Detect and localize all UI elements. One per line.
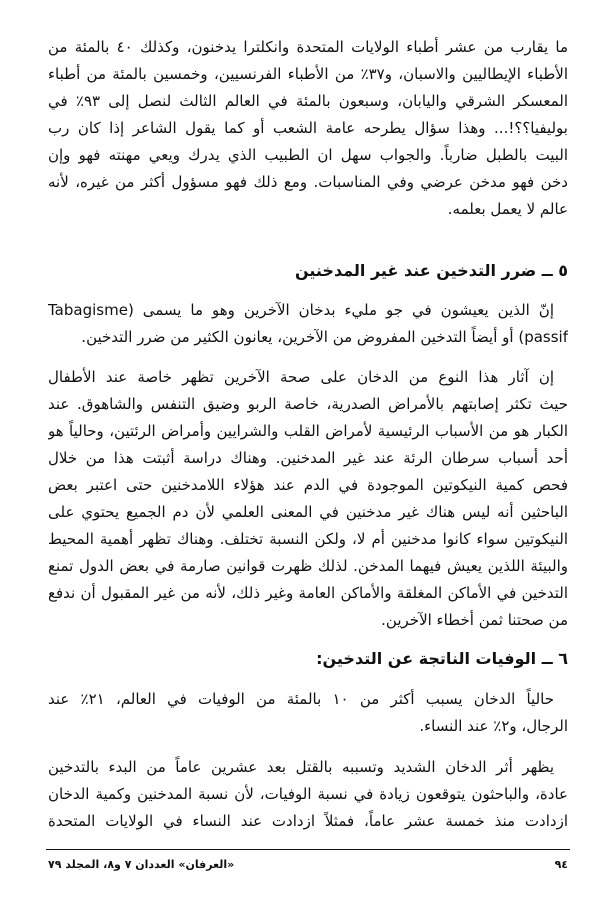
text-line: من صحتنا ثمن أخطاء الآخرين. <box>381 611 568 629</box>
text-line: إنّ الذين يعيشون في جو مليء بدخان الآخرين وهو ما يسمى (Tabagisme <box>48 301 554 319</box>
paragraph-1 <box>48 34 568 223</box>
page-footer <box>48 858 568 871</box>
page-number: ٩٤ <box>554 858 568 871</box>
paragraph-5 <box>48 754 568 835</box>
text-line: دخن فهو مدخن عرضي وفي المناسبات. ومع ذلك فهو مسؤول أكثر من غيره، لأنه <box>48 173 568 191</box>
text-line: أحد أسباب سرطان الرئة عند غير المدخنين. وهناك دراسة أثبتت هذا من خلال <box>48 449 568 467</box>
text-line: الأطباء الإيطاليين والاسبان، و٣٧٪ من الأطباء الفرنسيين، وخمسين بالمئة من أطباء <box>48 65 568 83</box>
text-line: passif) أو أيضاً التدخين المفروض من الآخرين، يعانون الكثير من ضرر التدخين. <box>81 328 568 346</box>
text-line: عالم لا يعمل بعلمه. <box>447 200 568 218</box>
journal-citation: «العرفان» العددان ٧ و٨، المجلد ٧٩ <box>48 858 235 871</box>
section-heading-6: ٦ ــ الوفيات الناتجة عن التدخين: <box>316 649 568 668</box>
text-line: البيت بالطبل ضارباً. والجواب سهل ان الطبيب الذي يدرك ويعي مهنته فهو وإن <box>48 146 568 164</box>
paragraph-4 <box>48 686 568 740</box>
text-line: عادة، والباحثون يتوقعون زيادة في نسبة الوفيات، لأن نسبة المدخنين وكمية الدخان <box>48 785 568 803</box>
text-line: يظهر أثر الدخان الشديد وتسببه بالقتل بعد عشرين عاماً من البدء بالتدخين <box>48 758 554 776</box>
text-line: حيث تكثر إصابتهم بالأمراض الصدرية، خاصة الربو وضيق التنفس والشاهوق. عند <box>48 395 568 413</box>
text-line: الرجال، و٢٪ عند النساء. <box>419 717 568 735</box>
text-line: بوليفيا؟؟!... وهذا سؤال يطرحه عامة الشعب أو كما يقول الشاعر إذا كان رب <box>48 119 568 137</box>
text-line: الباحثين أنه ليس هناك غير مدخنين في المعنى العلمي لأن دم الجميع يحتوي على <box>48 503 568 521</box>
text-line: التدخين في الأماكن المغلقة والأماكن العامة وغير ذلك، لأنه من غير المقبول أن ندفع <box>48 584 568 602</box>
text-line: حالياً الدخان يسبب أكثر من ١٠ بالمئة من الوفيات في العالم، ٢١٪ عند <box>48 690 554 708</box>
text-line: ما يقارب من عشر أطباء الولايات المتحدة وانكلترا يدخنون، وكذلك ٤٠ بالمئة من <box>48 38 568 56</box>
section-heading-5: ٥ ــ ضرر التدخين عند غير المدخنين <box>294 261 568 280</box>
text-line: فحص كمية النيكوتين الموجودة في الدم عند هؤلاء اللامدخنين حتى اعتبر بعض <box>48 476 568 494</box>
paragraph-2 <box>48 297 568 351</box>
text-line: ازدادت منذ خمسة عشر عاماً، فمثلاً ازدادت عند النساء في الولايات المتحدة <box>48 812 568 830</box>
text-line: النيكوتين سواء كانوا مدخنين أم لا، ولكن النسبة تختلف. وهناك تظهر أهمية المحيط <box>48 530 568 548</box>
text-line: الكبار هو من الأسباب الرئيسية لأمراض القلب والشرايين وأمراض الرئتين، وحالياً هو <box>48 422 568 440</box>
text-line: والبيئة اللذين يعيش فيهما المدخن. لذلك ظهرت قوانين صارمة في بعض الدول تمنع <box>48 557 568 575</box>
text-line: المعسكر الشرقي واليابان، وسبعون بالمئة في العالم الثالث لنصل إلى ٩٣٪ في <box>48 92 568 110</box>
text-line: إن آثار هذا النوع من الدخان على صحة الآخرين تظهر خاصة عند الأطفال <box>48 368 554 386</box>
paragraph-3 <box>48 364 568 634</box>
footer-divider <box>46 849 570 850</box>
